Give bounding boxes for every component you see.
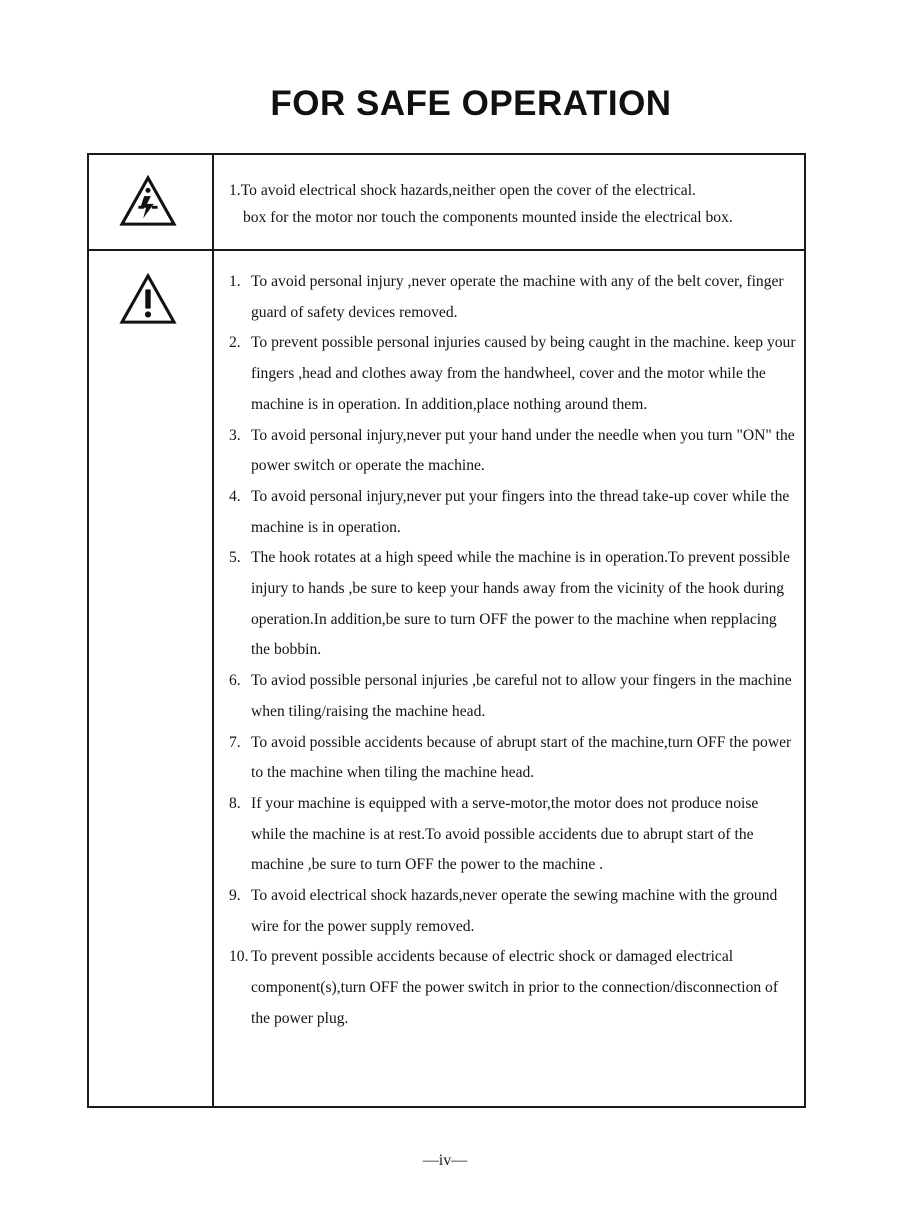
column-divider: [212, 155, 214, 1106]
safety-item-10: 10. To prevent possible accidents because of electric shock or damaged electrical component(s),turn OFF the power switch in prior to the connection/disconnection of the power plug.: [229, 948, 779, 1027]
safety-items-list: [229, 267, 796, 1035]
safety-item-5: 5. The hook rotates at a high speed while the machine is in operation.To prevent possible injury to hands ,be sure to keep your hands away from the vicinity of the hook during operation.In addition,be sure to turn OFF the power to the machine when repplacing the bobbin.: [229, 549, 790, 659]
safety-item-9: 9. To avoid electrical shock hazards,never operate the sewing machine with the ground wire for the power supply removed.: [229, 887, 778, 935]
safety-item-8: 8. If your machine is equipped with a serve-motor,the motor does not produce noise while the machine is at rest.To avoid possible accidents due to abrupt start of the machine ,be sure to turn OFF the power to the machine .: [229, 794, 759, 874]
electric-shock-warning-icon: [119, 175, 177, 227]
page-title: FOR SAFE OPERATION: [270, 84, 672, 123]
safety-item-4: 4. To avoid personal injury,never put your fingers into the thread take-up cover while the machine is in operation.: [229, 487, 790, 536]
safety-table: [87, 153, 806, 1108]
safety-item-7: 7. To avoid possible accidents because of abrupt start of the machine,turn OFF the power to the machine when tiling the machine head.: [229, 733, 792, 782]
electrical-warning-line-2: box for the motor nor touch the components mounted inside the electrical box.: [243, 209, 733, 226]
electrical-warning-text: [229, 177, 796, 231]
electrical-warning-line-1: 1.To avoid electrical shock hazards,neither open the cover of the electrical.: [229, 182, 696, 199]
safety-item-1: 1. To avoid personal injury ,never operate the machine with any of the belt cover, finger guard of safety devices removed.: [229, 273, 784, 321]
exclamation-warning-icon: [119, 273, 177, 325]
safety-item-2: 2. To prevent possible personal injuries caused by being caught in the machine. keep your fingers ,head and clothes away from the handwheel, cover and the motor while the machine is in operation. In addition,place nothing around them.: [229, 334, 796, 413]
electrical-warning-icon-cell: [89, 155, 212, 249]
safety-item-3: 3. To avoid personal injury,never put your hand under the needle when you turn "ON" the power switch or operate the machine.: [229, 426, 795, 475]
page-number: —iv—: [422, 1152, 468, 1169]
general-warning-icon-cell: [89, 251, 212, 1106]
safety-item-6: 6. To aviod possible personal injuries ,be careful not to allow your fingers in the machine when tiling/raising the machine head.: [229, 672, 792, 720]
